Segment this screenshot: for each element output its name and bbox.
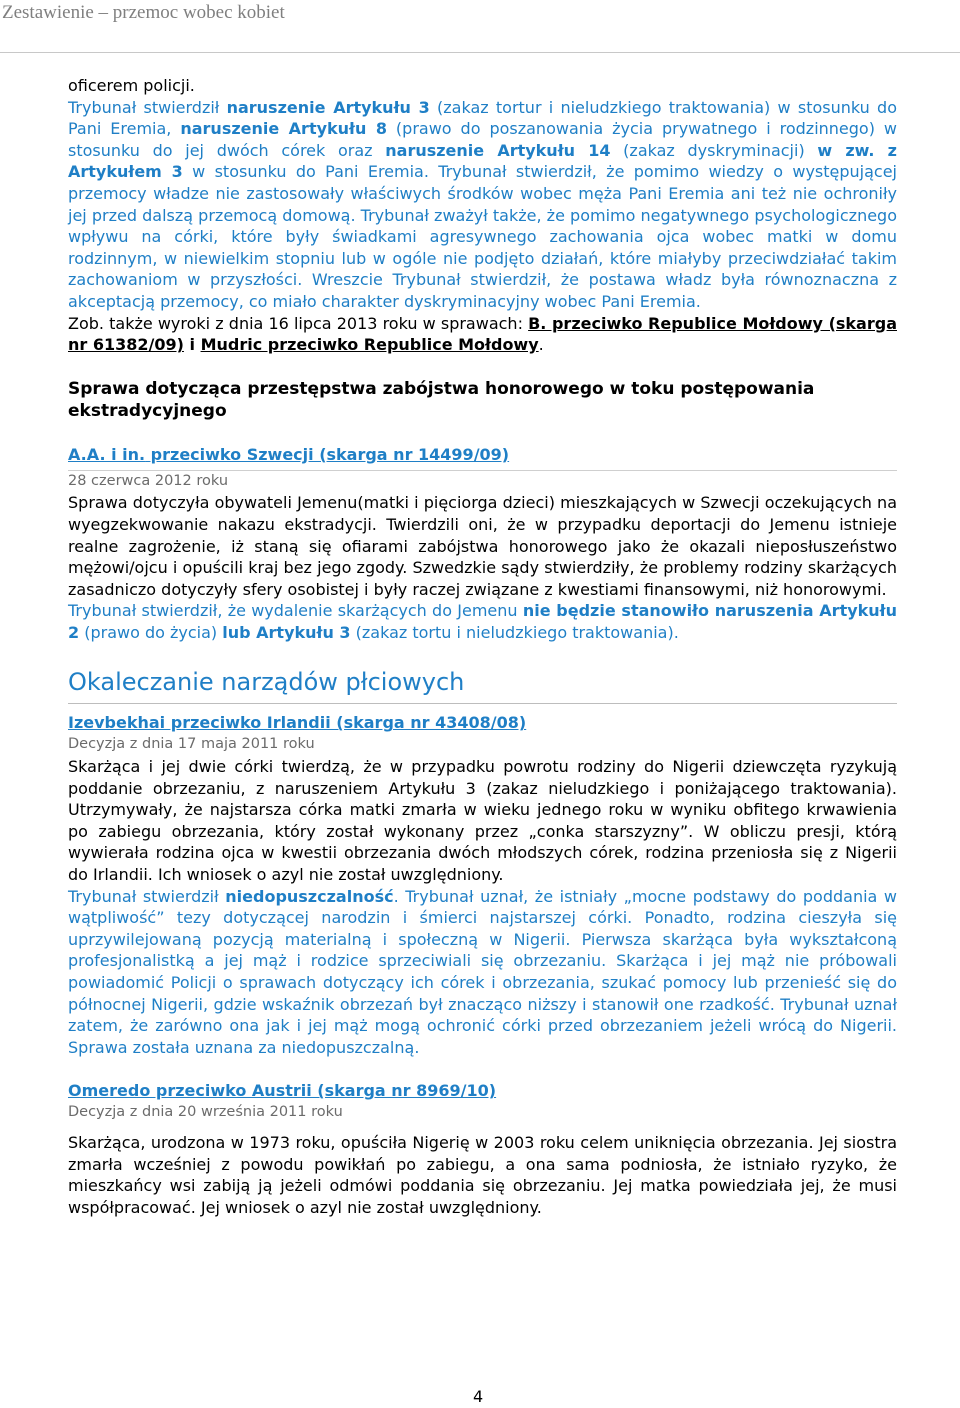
section-title-fgm: Okaleczanie narządów płciowych (68, 667, 897, 704)
paragraph-continuation: oficerem policji. (68, 76, 195, 95)
case-facts: Sprawa dotyczyła obywateli Jemenu(matki i pięciorga dzieci) mieszkających w Szwecji oczekujących na wyegzekwowanie nakazu ekstradycji. Twierdzili oni, że w przypadku deportacji do Jemenu istnieje realne zagrożenie, iż staną się ofiarami zabójstwa honorowego jako że okazali nieposłuszeństwo mężowi/ojcu i opuścili kraj bez jego zgody. Szwedzkie sądy stwierdziły, że problemy rodziny skarżących zasadniczo dotyczyły sfery osobistej i były raczej związane z kwestiami finansowymi, niż honorowymi. (68, 493, 897, 599)
case-link-omeredo[interactable]: Omeredo przeciwko Austrii (skarga nr 8969/10) (68, 1081, 497, 1101)
case-link-aa-prefix[interactable]: A.A. i in. (68, 444, 146, 464)
case-ruling: Trybunał stwierdził niedopuszczalność. Trybunał uznał, że istniały „mocne podstawy do poddania w wątpliwość” tezy dotyczącej narodzin i śmierci najstarszej córki. Ponadto, rodzina cieszyła się uprzywilejowaną pozycją materialną i społeczną w Nigerii. Pierwsza skarżąca była wykształconą profesjonalistką a jej mąż i rodzice sprzeciwiali się obrzezaniu. Skarżąca i jej mąż nie próbowali powiadomić Policji o sprawach dotyczący ich córek i obrzezania, szukać pomocy lub przenieść się do północnej Nigerii, gdzie wskaźnik obrzezań był znacząco niższy i stanowił one rzadkość. Trybunał uznał zatem, że zarówno ona jak i jej mąż mogą ochronić córki przed obrzezaniem jeżeli wrócą do Nigerii. Sprawa została uznana za niedopuszczalną. (68, 886, 898, 1057)
case-link-b-moldova[interactable]: B. przeciwko Republice Mołdowy (skarga nr 61382/09) (68, 313, 897, 355)
case-date: Decyzja z dnia 20 września 2011 roku (68, 1104, 343, 1121)
see-also-paragraph: Zob. także wyroki z dnia 16 lipca 2013 roku w sprawach: B. przeciwko Republice Mołdowy (skarga nr 61382/09) i Mudric przeciwko Republice Mołdowy. (68, 313, 897, 355)
section-heading-extradition: Sprawa dotycząca przestępstwa zabójstwa honorowego w toku postępowania ekstradycyjnego (68, 378, 815, 421)
case-facts: Skarżąca, urodzona w 1973 roku, opuściła Nigerię w 2003 roku celem uniknięcia obrzezania. Jej siostra zmarła wcześniej z powodu powikłań po zabiegu, a ona sama podniosła, że istniało ryzyko, że mieszkańcy wsi zabiją ją jeżeli odmówi poddania się obrzezaniu. Jej matka powiedziała jej, że musi współpracować. Jej wniosek o azyl nie został uwzględniony. (68, 1132, 897, 1217)
case-heading-omeredo[interactable] (68, 1080, 897, 1102)
eremia-ruling: Trybunał stwierdził naruszenie Artykułu 3 (zakaz tortur i nieludzkiego traktowania) w stosunku do Pani Eremia, naruszenie Artykułu 8 (prawo do poszanowania życia prywatnego i rodzinnego) w stosunku do jej dwóch córek oraz naruszenie Artykułu 14 (zakaz dyskryminacji) w zw. z Artykułem 3 w stosunku do Pani Eremia. Trybunał stwierdził, że pomimo wiedzy o występującej przemocy władze nie zastosowały właściwych środków wobec męża Pani Eremia ani też nie ochroniły jej przed dalszą przemocą domową. Trybunał zważył także, że pomimo negatywnego psychologicznego wpływu na córki, które były świadkami agresywnego zachowania ojca wobec matki w domu rodzinnym, w niewielkim stopniu lub w ogóle nie podjęto działań, które miałyby przeciwdziałać takim zachowaniom w przyszłości. Wreszcie Trybunał stwierdził, że postawa władz była równoznaczna z akceptacją przemocy, co miało charakter dyskryminacyjny wobec Pani Eremia. (68, 97, 898, 311)
case-heading-izevbekhai[interactable] (68, 712, 897, 734)
case-date: Decyzja z dnia 17 maja 2011 roku (68, 736, 315, 753)
case-ruling: Trybunał stwierdził, że wydalenie skarżących do Jemenu nie będzie stanowiło naruszenia Artykułu 2 (prawo do życia) lub Artykułu 3 (zakaz tortu i nieludzkiego traktowania). (68, 601, 898, 642)
page-header (0, 0, 960, 53)
case-facts: Skarżąca i jej dwie córki twierdzą, że w przypadku powrotu rodziny do Nigerii dziewczęta ryzykują poddanie obrzezaniu, z naruszeniem Artykułu 3 (zakaz nieludzkiego i poniżającego traktowania). Utrzymywały, że najstarsza córka matki zmarła w wieku jednego roku w wyniku obfitego krwawienia po zabiegu obrzezania, który został wykonany przez „conka starszyzny”. W obliczu presji, którą wywierała rodzina ojca w kwestii obrzezania dwóch młodszych córek, rodzina przeniosła się z Nigerii do Irlandii. Ich wniosek o azyl nie został uwzględniony. (68, 757, 897, 885)
case-link-aa[interactable]: przeciwko Szwecji (skarga nr 14499/09) (145, 444, 510, 464)
case-link-mudric[interactable]: Mudric przeciwko Republice Mołdowy (200, 335, 539, 355)
case-heading-aa[interactable] (68, 444, 897, 466)
case-link-izevbekhai[interactable]: Izevbekhai przeciwko Irlandii (skarga nr 43408/08) (68, 713, 527, 733)
case-date: 28 czerwca 2012 roku (68, 472, 229, 489)
header-title: Zestawienie – przemoc wobec kobiet (2, 2, 285, 23)
page-number: 4 (473, 1387, 484, 1406)
document-body (68, 75, 897, 1218)
